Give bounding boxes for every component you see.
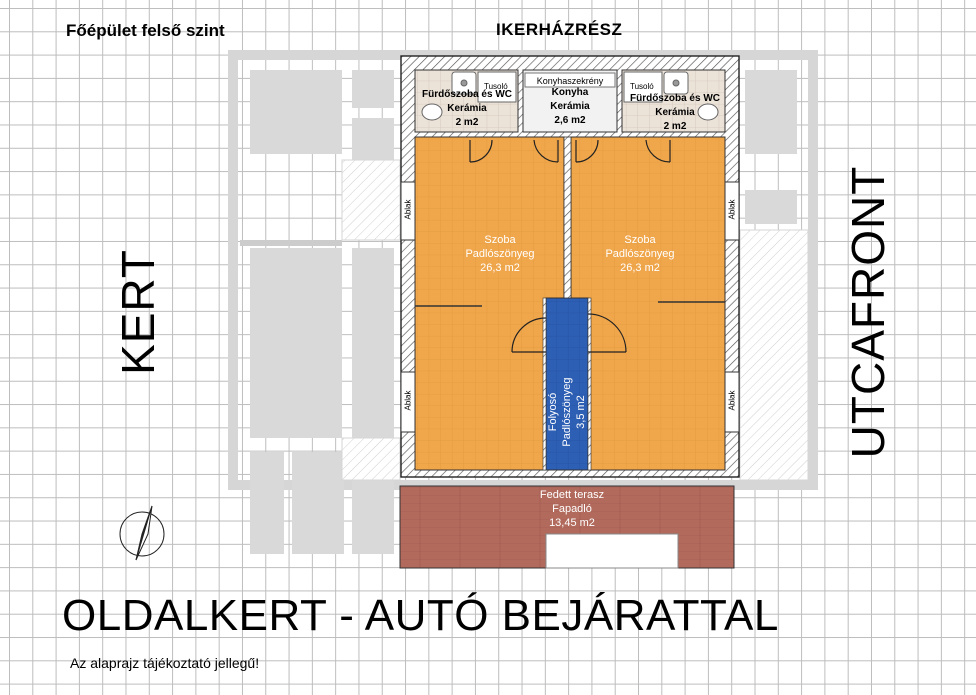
room-left-floor [415, 137, 564, 470]
room-right-area: 26,3 m2 [620, 262, 660, 274]
bath-left-area: 2 m2 [455, 117, 479, 128]
bath-left-fixture: Tusoló [484, 82, 508, 91]
side-label-left: KERT [112, 249, 164, 375]
terrace-step [546, 534, 678, 568]
room-left-label [440, 233, 560, 275]
terrace-floor-type: Fapadló [552, 503, 592, 515]
corridor-floor-type: Padlószönyeg [561, 377, 573, 447]
kitchen-floor-type: Kerámia [550, 101, 590, 112]
kitchen-name: Konyha [551, 87, 589, 98]
terrace-area: 13,45 m2 [549, 517, 595, 529]
room-right-floor [571, 137, 725, 470]
kitchen-label [523, 86, 617, 128]
room-left-name: Szoba [484, 234, 516, 246]
compass-icon [120, 506, 164, 560]
window-label-right-lower: Ablak [727, 390, 737, 411]
room-left-floor-type: Padlószönyeg [465, 248, 535, 260]
window-label-right-upper: Ablak [727, 199, 737, 220]
bath-left-floor-type: Kerámia [447, 103, 487, 114]
section-title: IKERHÁZRÉSZ [496, 20, 623, 39]
corridor-name: Folyosó [547, 392, 559, 432]
bath-right-floor-type: Kerámia [655, 107, 695, 118]
disclaimer-text: Az alaprajz tájékoztató jellegű! [70, 655, 260, 671]
bath-right-name: Fürdőszoba és WC [629, 93, 720, 104]
room-right-label [580, 233, 700, 275]
kitchen-cabinet-label: Konyhaszekrény [536, 76, 604, 86]
window-label-left-upper: Ablak [403, 199, 413, 220]
room-right-floor-type: Padlószönyeg [605, 248, 675, 260]
bottom-label: OLDALKERT - AUTÓ BEJÁRATTAL [62, 591, 779, 640]
window-label-left-lower: Ablak [403, 390, 413, 411]
room-left-area: 26,3 m2 [480, 262, 520, 274]
bath-left-name: Fürdőszoba és WC [421, 89, 512, 100]
kitchen-area: 2,6 m2 [554, 115, 586, 126]
terrace-label [512, 488, 632, 530]
bath-right-area: 2 m2 [663, 121, 687, 132]
bath-left-label [412, 88, 522, 130]
floor-title: Főépület felső szint [66, 21, 225, 40]
side-label-right: UTCAFRONT [842, 165, 894, 459]
room-right-name: Szoba [624, 234, 656, 246]
bath-right-label [619, 92, 731, 134]
partition-wall [564, 137, 571, 298]
bath-right-fixture: Tusoló [630, 82, 654, 91]
corridor-label [546, 357, 588, 467]
terrace-name: Fedett terasz [539, 489, 605, 501]
corridor-area: 3,5 m2 [575, 395, 587, 429]
